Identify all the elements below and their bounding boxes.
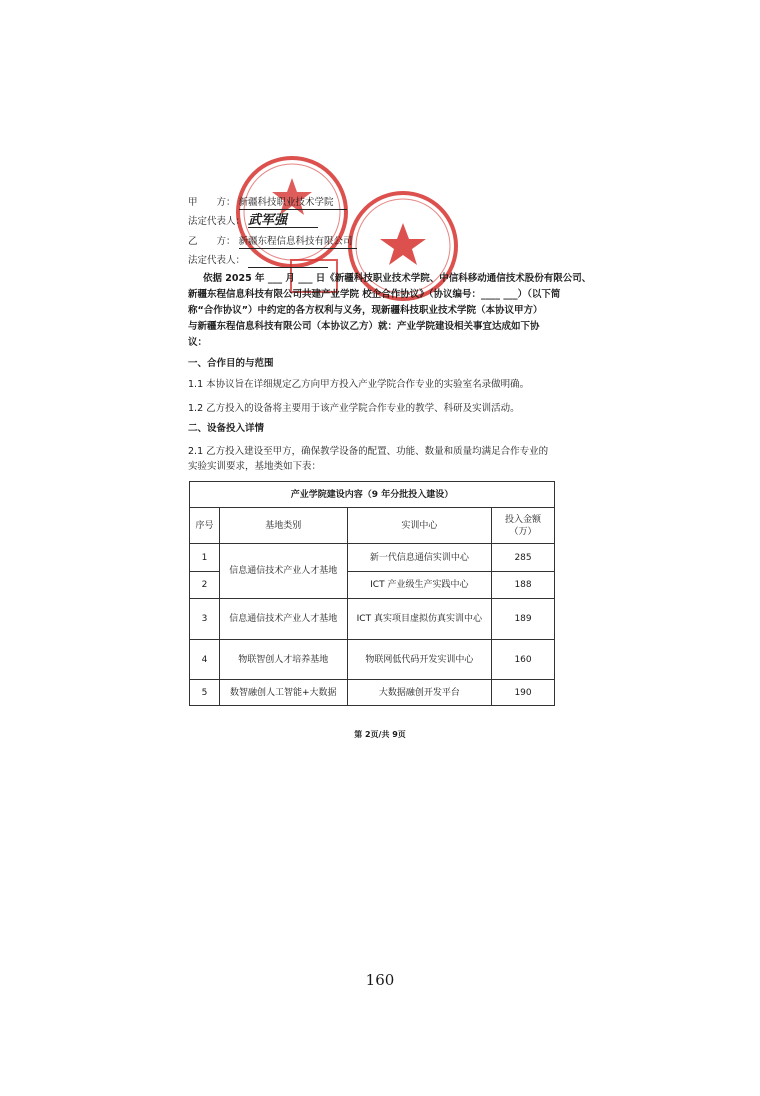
legal-rep-a-label: 法定代表人： bbox=[188, 216, 246, 227]
row-amount: 160 bbox=[492, 640, 555, 680]
row-center: 大数据融创开发平台 bbox=[347, 680, 492, 706]
row-base: 信息通信技术产业人才基地 bbox=[219, 544, 347, 599]
table-title: 产业学院建设内容（9 年分批投入建设） bbox=[190, 482, 555, 508]
section2-p1-line1: 2.1 乙方投入建设至甲方，确保教学设备的配置、功能、数量和质量均满足合作专业的 bbox=[188, 446, 549, 457]
intro-line-4: 与新疆东程信息科技有限公司（本协议乙方）就：产业学院建设相关事宜达成如下协 bbox=[188, 321, 540, 332]
party-a-value: 新疆科技职业技术学院 bbox=[239, 196, 347, 210]
row-amount: 189 bbox=[492, 599, 555, 640]
header-amount-line2: （万） bbox=[509, 526, 537, 537]
table-header-row bbox=[190, 508, 555, 544]
header-center: 实训中心 bbox=[347, 508, 492, 544]
row-center: ICT 真实项目虚拟仿真实训中心 bbox=[347, 599, 492, 640]
legal-rep-b-label: 法定代表人： bbox=[188, 255, 246, 266]
section1-heading: 一、合作目的与范围 bbox=[188, 358, 274, 369]
intro-line-2: 新疆东程信息科技有限公司共建产业学院 校企合作协议》（协议编号：____ ___）（以下简 bbox=[188, 289, 561, 300]
row-base: 数智融创人工智能+大数据 bbox=[219, 680, 347, 706]
party-a-label: 甲 方： bbox=[188, 197, 236, 208]
row-no: 4 bbox=[190, 640, 220, 680]
row-no: 5 bbox=[190, 680, 220, 706]
row-no: 2 bbox=[190, 572, 220, 599]
intro-line-3: 称“合作协议”）中约定的各方权利与义务，现新疆科技职业技术学院（本协议甲方） bbox=[188, 305, 543, 316]
intro-line-1: 依据 2025 年 ___ 月 ___ 日《新疆科技职业技术学院、中信科移动通信技术股份有限公司、 bbox=[203, 273, 592, 284]
table-row bbox=[190, 544, 555, 572]
header-base: 基地类别 bbox=[219, 508, 347, 544]
table-row bbox=[190, 599, 555, 640]
section2-p1-line2: 实验实训要求，基地类如下表： bbox=[188, 461, 322, 472]
row-center: 物联网低代码开发实训中心 bbox=[347, 640, 492, 680]
section1-p1: 1.1 本协议旨在详细规定乙方向甲方投入产业学院合作专业的实验室名录做明确。 bbox=[188, 379, 530, 390]
table-row bbox=[190, 680, 555, 706]
legal-rep-a-signature: 武军强 bbox=[248, 214, 318, 228]
intro-line-5: 议： bbox=[188, 337, 208, 348]
party-b-label: 乙 方： bbox=[188, 236, 236, 247]
row-center: ICT 产业级生产实践中心 bbox=[347, 572, 492, 599]
row-amount: 190 bbox=[492, 680, 555, 706]
row-base: 物联智创人才培养基地 bbox=[219, 640, 347, 680]
header-no: 序号 bbox=[190, 508, 220, 544]
table-row bbox=[190, 640, 555, 680]
page-of-footer: 第 2页/共 9页 bbox=[354, 730, 406, 739]
row-amount: 285 bbox=[492, 544, 555, 572]
section1-p2: 1.2 乙方投入的设备将主要用于该产业学院合作专业的教学、科研及实训活动。 bbox=[188, 403, 520, 414]
row-center: 新一代信息通信实训中心 bbox=[347, 544, 492, 572]
base-table bbox=[189, 481, 555, 706]
header-amount-line1: 投入金额 bbox=[505, 514, 542, 525]
row-amount: 188 bbox=[492, 572, 555, 599]
legal-rep-b-blank bbox=[248, 254, 328, 268]
row-no: 1 bbox=[190, 544, 220, 572]
page-number: 160 bbox=[365, 971, 395, 989]
section2-heading: 二、设备投入详情 bbox=[188, 423, 265, 434]
header-amount bbox=[492, 508, 555, 544]
row-base: 信息通信技术产业人才基地 bbox=[219, 599, 347, 640]
party-b-value: 新疆东程信息科技有限公司 bbox=[239, 235, 357, 249]
row-no: 3 bbox=[190, 599, 220, 640]
